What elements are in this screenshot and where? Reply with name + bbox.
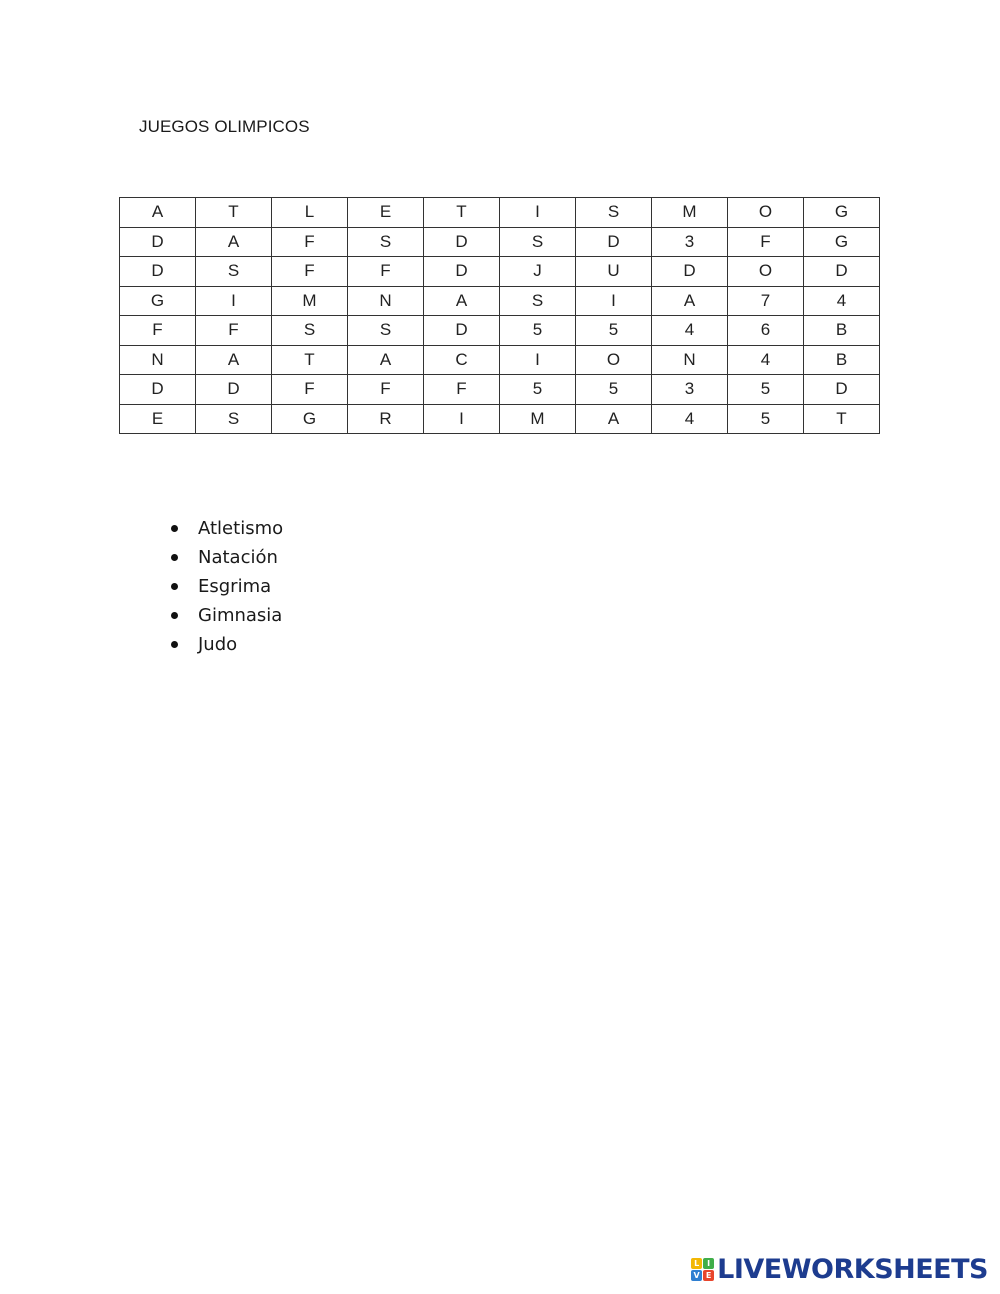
word-list-item [170,603,283,632]
word-list [170,516,283,661]
grid-cell[interactable]: T [196,198,272,228]
grid-cell[interactable]: A [576,404,652,434]
grid-cell[interactable]: M [272,286,348,316]
grid-cell[interactable]: N [348,286,424,316]
grid-cell[interactable]: J [500,257,576,287]
grid-cell[interactable]: M [652,198,728,228]
grid-cell[interactable]: I [424,404,500,434]
grid-cell[interactable]: A [196,345,272,375]
word-label: Gimnasia [198,605,283,626]
grid-cell[interactable]: B [804,345,880,375]
grid-cell[interactable]: 5 [576,375,652,405]
grid-cell[interactable]: N [652,345,728,375]
grid-cell[interactable]: G [804,198,880,228]
grid-cell[interactable]: A [652,286,728,316]
grid-cell[interactable]: 6 [728,316,804,346]
grid-cell[interactable]: D [424,257,500,287]
grid-cell[interactable]: R [348,404,424,434]
word-list-item [170,516,283,545]
grid-row [120,227,880,257]
logo-mark-tile: I [703,1258,714,1269]
grid-cell[interactable]: F [424,375,500,405]
grid-cell[interactable]: C [424,345,500,375]
grid-row [120,345,880,375]
grid-cell[interactable]: F [728,227,804,257]
grid-cell[interactable]: F [348,257,424,287]
grid-cell[interactable]: 4 [728,345,804,375]
grid-cell[interactable]: S [500,227,576,257]
grid-cell[interactable]: E [348,198,424,228]
grid-cell[interactable]: D [424,227,500,257]
logo-mark-tile: V [691,1270,702,1281]
word-search-grid [119,197,880,434]
grid-cell[interactable]: I [576,286,652,316]
grid-cell[interactable]: U [576,257,652,287]
grid-cell[interactable]: 3 [652,227,728,257]
grid-cell[interactable]: T [804,404,880,434]
grid-cell[interactable]: O [728,257,804,287]
grid-cell[interactable]: 7 [728,286,804,316]
grid-cell[interactable]: O [728,198,804,228]
page-title: JUEGOS OLIMPICOS [139,117,310,136]
grid-cell[interactable]: 4 [804,286,880,316]
word-list-item [170,545,283,574]
grid-cell[interactable]: S [348,227,424,257]
grid-cell[interactable]: A [424,286,500,316]
grid-cell[interactable]: D [652,257,728,287]
grid-cell[interactable]: D [120,257,196,287]
grid-cell[interactable]: S [196,257,272,287]
grid-cell[interactable]: I [500,198,576,228]
grid-cell[interactable]: D [120,227,196,257]
grid-cell[interactable]: F [120,316,196,346]
word-label: Atletismo [198,518,284,539]
word-list-item [170,574,283,603]
grid-cell[interactable]: S [196,404,272,434]
word-label: Natación [198,547,278,568]
grid-cell[interactable]: O [576,345,652,375]
logo-mark-icon [691,1258,714,1281]
word-list-item [170,632,283,661]
grid-row [120,316,880,346]
grid-cell[interactable]: 5 [728,404,804,434]
grid-cell[interactable]: D [120,375,196,405]
grid-cell[interactable]: B [804,316,880,346]
grid-cell[interactable]: 5 [728,375,804,405]
bullet-icon [171,525,178,532]
grid-cell[interactable]: S [348,316,424,346]
grid-cell[interactable]: S [576,198,652,228]
grid-cell[interactable]: I [196,286,272,316]
grid-cell[interactable]: F [196,316,272,346]
grid-cell[interactable]: D [804,375,880,405]
grid-cell[interactable]: D [804,257,880,287]
grid-row [120,198,880,228]
logo-mark-tile: E [703,1270,714,1281]
logo-text: LIVEWORKSHEETS [717,1254,988,1285]
logo-mark-tile: L [691,1258,702,1269]
grid-cell[interactable]: G [804,227,880,257]
grid-cell[interactable]: D [424,316,500,346]
grid-cell[interactable]: D [196,375,272,405]
grid-cell[interactable]: A [196,227,272,257]
grid-cell[interactable]: 5 [576,316,652,346]
grid-cell[interactable]: 5 [500,316,576,346]
grid-cell[interactable]: N [120,345,196,375]
grid-cell[interactable]: 3 [652,375,728,405]
grid-cell[interactable]: G [120,286,196,316]
grid-row [120,257,880,287]
bullet-icon [171,641,178,648]
grid-cell[interactable]: F [272,375,348,405]
word-label: Esgrima [198,576,272,597]
grid-row [120,404,880,434]
liveworksheets-logo [691,1254,988,1285]
bullet-icon [171,554,178,561]
grid-cell[interactable]: S [500,286,576,316]
grid-cell[interactable]: M [500,404,576,434]
grid-cell[interactable]: D [576,227,652,257]
grid-cell[interactable]: 5 [500,375,576,405]
grid-body [120,198,880,434]
grid-cell[interactable]: G [272,404,348,434]
grid-cell[interactable]: F [272,257,348,287]
bullet-icon [171,612,178,619]
bullet-icon [171,583,178,590]
grid-cell[interactable]: I [500,345,576,375]
word-label: Judo [198,634,238,655]
grid-cell[interactable]: E [120,404,196,434]
grid-cell[interactable]: L [272,198,348,228]
grid-cell[interactable]: T [272,345,348,375]
grid-cell[interactable]: S [272,316,348,346]
grid-cell[interactable]: F [348,375,424,405]
grid-row [120,286,880,316]
grid-row [120,375,880,405]
grid-cell[interactable]: F [272,227,348,257]
grid-cell[interactable]: 4 [652,404,728,434]
grid-cell[interactable]: A [120,198,196,228]
grid-cell[interactable]: T [424,198,500,228]
grid-cell[interactable]: 4 [652,316,728,346]
grid-cell[interactable]: A [348,345,424,375]
